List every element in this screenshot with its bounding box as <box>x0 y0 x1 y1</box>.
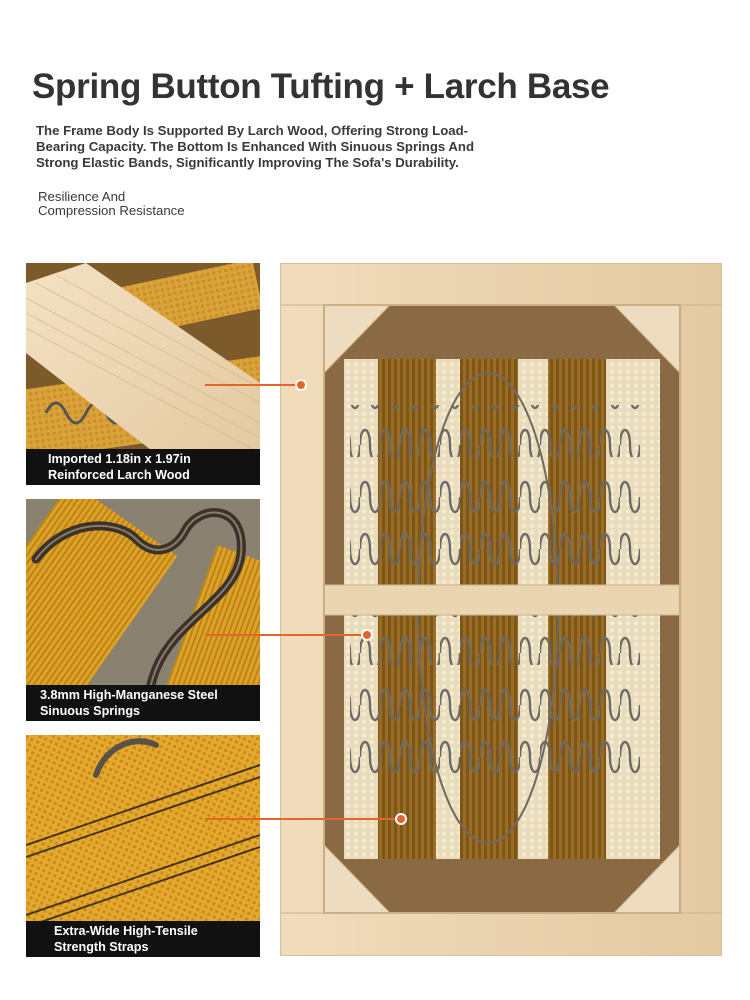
larch-wood-caption-line2: Reinforced Larch Wood <box>48 468 190 482</box>
steel-spring-caption <box>26 685 260 721</box>
strength-straps-caption <box>26 921 260 957</box>
steel-spring-caption-line1: 3.8mm High-Manganese Steel <box>40 688 218 702</box>
feature-subtitle-line2: Compression Resistance <box>38 203 185 218</box>
steel-spring-detail-panel <box>26 499 260 721</box>
strength-straps-caption-line2: Strength Straps <box>54 940 149 954</box>
larch-wood-detail-panel <box>26 263 260 485</box>
steel-spring-caption-line2: Sinuous Springs <box>40 704 141 718</box>
larch-wood-callout-dot <box>295 379 307 391</box>
feature-subtitle-line1: Resilience And <box>38 189 126 204</box>
strength-straps-caption-line1: Extra-Wide High-Tensile <box>54 924 198 938</box>
larch-wood-caption <box>26 449 260 485</box>
page-title: Spring Button Tufting + Larch Base <box>32 67 610 106</box>
sofa-frame-illustration <box>280 263 722 956</box>
product-description: The Frame Body Is Supported By Larch Wood, Offering Strong Load-Bearing Capacity. The Bottom Is Enhanced With Sinuous Springs And Strong Elastic Bands, Significantly Improving The Sofa's Durability. <box>36 123 475 170</box>
steel-spring-callout-line <box>205 634 363 636</box>
sofa-frame-photo <box>280 263 722 956</box>
feature-subtitle <box>38 190 338 218</box>
strength-straps-callout-line <box>205 818 397 820</box>
strength-straps-detail-panel <box>26 735 260 957</box>
larch-wood-caption-line1: Imported 1.18in x 1.97in <box>48 452 191 466</box>
steel-spring-callout-dot <box>361 629 373 641</box>
strength-straps-callout-dot <box>395 813 407 825</box>
larch-wood-callout-line <box>205 384 297 386</box>
